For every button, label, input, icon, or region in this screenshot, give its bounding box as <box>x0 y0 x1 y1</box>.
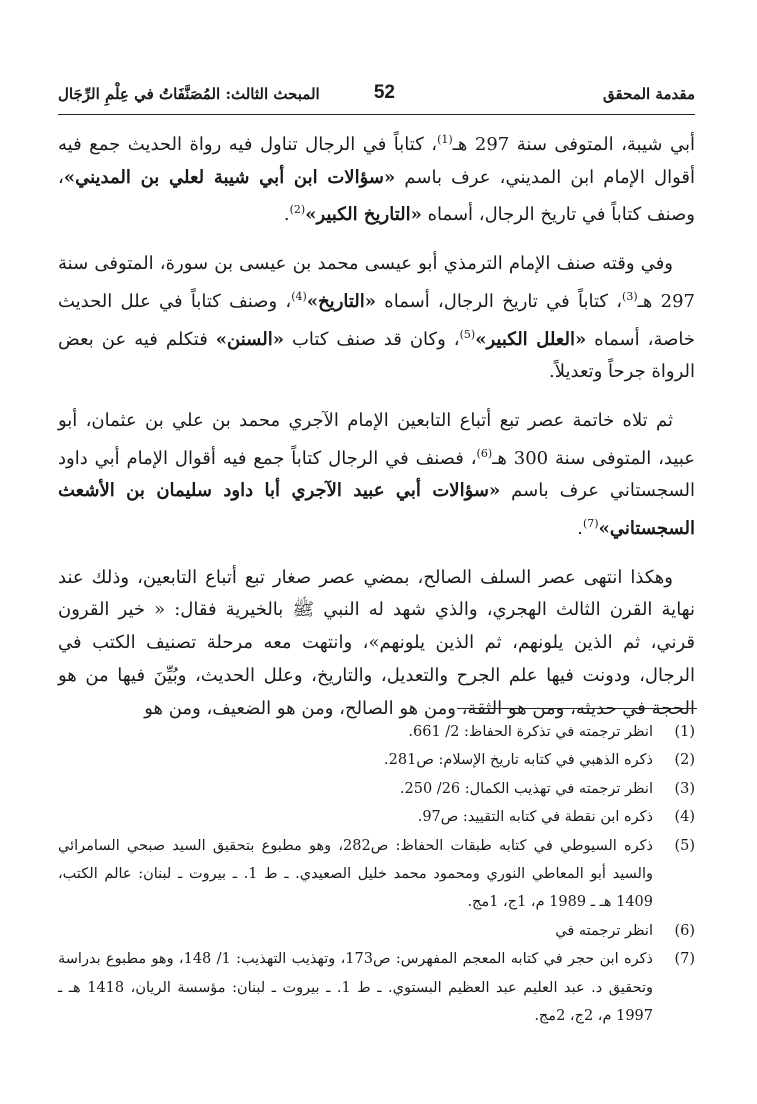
text-run: ، وصنف كتاباً في علل الحديث خاصة، أسماه <box>58 290 695 350</box>
footnote-number: (5) <box>674 837 695 854</box>
footnote-ref: (4) <box>291 289 307 303</box>
footnote <box>58 718 695 746</box>
text-run: فتكلم فيه عن بعض الرواة جرحاً وتعديلاً. <box>58 328 695 383</box>
main-text <box>58 124 695 741</box>
footnote-number: (4) <box>674 809 695 826</box>
paragraph-2 <box>58 248 695 389</box>
header-section-title: مقدمة المحقق <box>603 85 695 103</box>
footnote-number: (6) <box>674 922 695 939</box>
footnote-text: انظر ترجمته في تهذيب الكمال: 26/ 250. <box>399 780 653 797</box>
footnote-ref: (6) <box>476 446 493 460</box>
footnote-text: ذكره ابن نقطة في كتابه التقييد: ص97. <box>417 809 653 826</box>
footnote-rule <box>457 708 697 709</box>
footnote-text: ذكره السيوطي في كتابه طبقات الحفاظ: ص282، وهو مطبوع بتحقيق السيد صبحي السامرائي والسيد أبو المعاطي النوري ومحمود محمد خليل الصعيدي. ـ ط 1. ـ بيروت ـ لبنان: عالم الكتب، 1409 هـ ـ 1989 م، 1ج، 1مج. <box>58 837 654 911</box>
text-run: . <box>283 204 290 226</box>
footnote-number: (1) <box>674 724 695 740</box>
footnote-text: ذكره ابن حجر في كتابه المعجم المفهرس: ص173، وتهذيب التهذيب: 1/ 148، وهو مطبوع بدراسة وتحقيق د. عبد العليم عبد العظيم البستوي. ـ ط 1. ـ بيروت ـ لبنان: مؤسسة الريان، 1418 هـ ـ 1997 م، 2ج، 2مج. <box>58 951 653 1025</box>
book-title: «سؤالات ابن أبي شيبة لعلي بن المديني» <box>63 166 396 188</box>
text-run: ، فصنف في الرجال كتاباً جمع فيه أقوال الإمام أبي داود السجستاني عرف باسم <box>58 447 695 502</box>
footnote <box>58 746 695 774</box>
text-run: أبي شيبة، المتوفى سنة 297 هـ <box>452 134 695 155</box>
text-run: ، كتاباً في تاريخ الرجال، أسماه <box>376 290 623 312</box>
footnote <box>58 803 695 831</box>
footnote-ref: (2) <box>289 203 306 217</box>
text-run: ، وكان قد صنف كتاب <box>283 328 460 350</box>
footnote-number: (2) <box>674 752 695 769</box>
page-number: 52 <box>373 82 395 103</box>
footnote <box>58 917 695 945</box>
book-title: «العلل الكبير» <box>475 328 587 350</box>
footnote-number: (7) <box>674 951 695 968</box>
book-title: «التاريخ الكبير» <box>305 204 422 226</box>
footnotes <box>58 718 695 1030</box>
footnote-ref: (5) <box>459 327 476 341</box>
text-run: ثم تلاه خاتمة عصر تبع أتباع التابعين الإمام الآجري محمد بن علي بن عثمان، أبو عبيد، المتوفى سنة 300 هـ <box>58 409 695 469</box>
paragraph-4: وهكذا انتهى عصر السلف الصالح، بمضي عصر صغار تبع أتباع التابعين، وذلك عند نهاية القرن الثالث الهجري، والذي شهد له النبي ﷺ بالخيرية فقال: « خير القرون قرني، ثم الذين يلونهم، ثم الذين يلونهم»، وانتهت معه مرحلة تصنيف الكتب في الرجال، ودونت فيها علم الجرح والتعديل، والتاريخ، وعلل الحديث، وبُيِّنَ فيها من هو الحجة في حديثه، ومن هو الثقة، ومن هو الصالح، ومن هو الضعيف، ومن هو <box>58 566 695 719</box>
paragraph-3 <box>58 405 695 546</box>
footnote-ref: (3) <box>622 289 638 303</box>
footnote <box>58 775 695 803</box>
header-chapter-title: المبحث الثالث: المُصَنَّفَاتُ في عِلْمِ الرِّجَال <box>58 85 320 103</box>
footnote-ref: (7) <box>583 517 599 531</box>
book-title: «سؤالات أبي عبيد الآجري أبا داود سليمان بن الأشعث السجستاني» <box>58 480 695 540</box>
text-run: . <box>577 518 583 540</box>
book-title: «التاريخ» <box>306 290 377 312</box>
paragraph-1 <box>58 124 695 232</box>
text-run: ، كتاباً في الرجال تناول فيه رواة الحديث جمع فيه أقوال الإمام ابن المديني، عرف باسم <box>58 134 696 188</box>
footnote-ref: (1) <box>437 133 453 146</box>
footnote <box>58 945 695 1030</box>
footnote-text: انظر ترجمته في <box>555 922 653 939</box>
footnote-text: ذكره الذهبي في كتابه تاريخ الإسلام: ص281. <box>384 752 653 769</box>
text-run: وفي وقته صنف الإمام الترمذي أبو عيسى محمد بن عيسى بن سورة، المتوفى سنة 297 هـ <box>58 253 695 312</box>
text-run: ، وصنف كتاباً في تاريخ الرجال، أسماه <box>58 166 695 226</box>
footnote-number: (3) <box>674 780 695 797</box>
running-header <box>58 82 695 110</box>
header-rule <box>58 114 695 115</box>
book-title: «السنن» <box>215 328 284 350</box>
footnote-text: انظر ترجمته في تذكرة الحفاظ: 2/ 661. <box>408 724 653 740</box>
footnote <box>58 832 695 917</box>
